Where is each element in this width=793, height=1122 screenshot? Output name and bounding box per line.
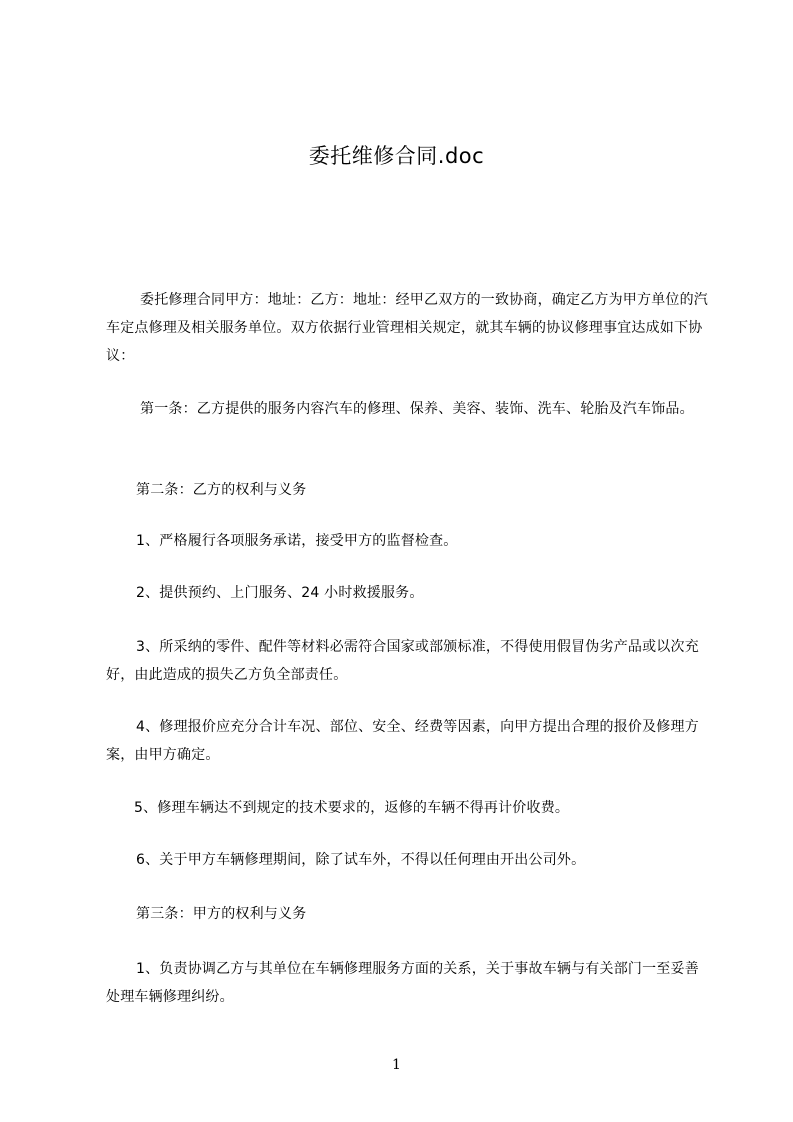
article-2-item-2: 2、提供预约、上门服务、24 小时救援服务。 [136, 585, 424, 601]
article-2-item-6: 6、关于甲方车辆修理期间，除了试车外，不得以任何理由开出公司外。 [136, 852, 586, 868]
article-2-heading: 第二条：乙方的权利与义务 [136, 482, 307, 498]
article-1-paragraph: 第一条：乙方提供的服务内容汽车的修理、保养、美容、装饰、洗车、轮胎及汽车饰品。 [140, 401, 694, 417]
article-2-item-5: 5、修理车辆达不到规定的技术要求的，返修的车辆不得再计价收费。 [134, 800, 570, 816]
document-title: 委托维修合同.doc [308, 144, 485, 168]
article-3-item-1: 1、负责协调乙方与其单位在车辆修理服务方面的关系，关于事故车辆与有关部门一至妥善处理车辆修理纠纷。 [106, 961, 699, 1005]
article-3-heading: 第三条：甲方的权利与义务 [136, 906, 307, 922]
preamble-paragraph: 委托修理合同甲方：地址：乙方：地址：经甲乙双方的一致协商，确定乙方为甲方单位的汽车定点修理及相关服务单位。双方依据行业管理相关规定，就其车辆的协议修理事宜达成如下协议： [106, 292, 708, 364]
article-2-item-1: 1、严格履行各项服务承诺，接受甲方的监督检查。 [136, 533, 458, 549]
article-2-item-3: 3、所采纳的零件、配件等材料必需符合国家或部颁标准，不得使用假冒伪劣产品或以次充好，由此造成的损失乙方负全部责任。 [106, 639, 699, 683]
page-number: 1 [392, 1057, 401, 1073]
article-2-item-4: 4、修理报价应充分合计车况、部位、安全、经费等因素，向甲方提出合理的报价及修理方案，由甲方确定。 [106, 719, 699, 763]
